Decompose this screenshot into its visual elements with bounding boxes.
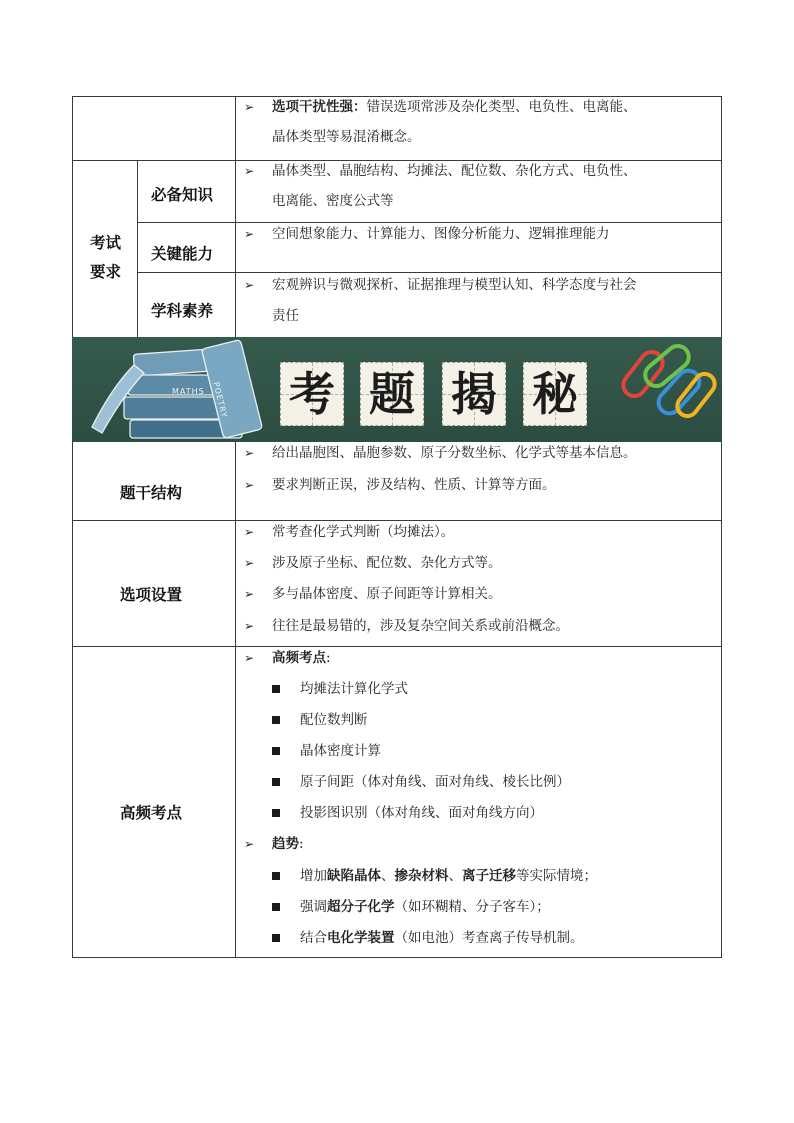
trend-colon: :	[299, 836, 304, 852]
square-bullet-icon	[272, 685, 280, 693]
bullet-arrow-icon: ➢	[244, 587, 255, 601]
option-setting-item: 往往是最易错的，涉及复杂空间关系或前沿概念。	[272, 618, 569, 634]
square-bullet-icon	[272, 809, 280, 817]
high-frequency-point: 配位数判断	[300, 712, 368, 728]
square-bullet-icon	[272, 716, 280, 724]
paperclips-illustration	[612, 337, 722, 442]
banner-char: 秘	[532, 367, 578, 421]
stem-structure-item: 给出晶胞图、晶胞参数、原子分数坐标、化学式等基本信息。	[272, 445, 637, 461]
trend-text: （如电池）考查离子传导机制。	[394, 930, 584, 946]
banner-char: 揭	[451, 367, 497, 421]
bullet-arrow-icon: ➢	[244, 556, 255, 570]
essential-knowledge-line2: 电离能、密度公式等	[272, 193, 394, 209]
trend-text: 结合	[300, 930, 327, 946]
banner-tile	[442, 362, 506, 426]
table-border	[72, 520, 722, 521]
subject-literacy-line2: 责任	[272, 308, 299, 324]
bullet-arrow-icon: ➢	[244, 837, 255, 851]
trend-text: 增加	[300, 868, 327, 884]
bullet-arrow-icon: ➢	[244, 525, 255, 539]
option-interference-text: 错误选项常涉及杂化类型、电负性、电离能、	[366, 99, 637, 115]
trend-item	[300, 898, 550, 916]
square-bullet-icon	[272, 934, 280, 942]
trend-keyword: 离子迁移	[462, 868, 516, 884]
bullet-arrow-icon: ➢	[244, 446, 255, 460]
table-border	[72, 160, 722, 161]
trend-text: （如环糊精、分子客车）；	[394, 899, 550, 915]
bullet-arrow-icon: ➢	[244, 619, 255, 633]
table-border	[137, 272, 722, 273]
stem-structure-item: 要求判断正误，涉及结构、性质、计算等方面。	[272, 477, 556, 493]
poetry-label: POETRY	[211, 381, 229, 420]
exam-requirements-label: 考试	[90, 234, 122, 252]
high-frequency-points-heading	[272, 649, 331, 667]
trend-keyword: 超分子化学	[327, 899, 395, 915]
trend-item	[300, 867, 597, 885]
option-setting-item: 常考查化学式判断（均摊法）。	[272, 524, 455, 540]
high-frequency-point: 原子间距（体对角线、面对角线、棱长比例）	[300, 774, 570, 790]
banner-tile	[280, 362, 344, 426]
high-frequency-point: 晶体密度计算	[300, 743, 381, 759]
option-interference-line1	[272, 98, 637, 116]
high-frequency-title: 高频考点	[120, 804, 183, 822]
stem-structure-title: 题干结构	[120, 484, 183, 502]
trend-keyword: 缺陷晶体	[327, 868, 381, 884]
subject-literacy-line1: 宏观辨识与微观探析、证据推理与模型认知、科学态度与社会	[272, 277, 637, 293]
maths-label: MATHS	[172, 387, 205, 396]
points-label: 高频考点	[272, 650, 326, 666]
row-title-subject-literacy: 学科素养	[151, 302, 214, 320]
option-setting-item: 涉及原子坐标、配位数、杂化方式等。	[272, 555, 502, 571]
trend-label: 趋势	[272, 836, 299, 852]
option-setting-item: 多与晶体密度、原子间距等计算相关。	[272, 586, 502, 602]
option-setting-title: 选项设置	[120, 586, 183, 604]
table-border	[72, 646, 722, 647]
bullet-arrow-icon: ➢	[244, 651, 255, 665]
high-frequency-point: 均摊法计算化学式	[300, 681, 408, 697]
table-border	[721, 96, 722, 337]
trend-item	[300, 929, 584, 947]
table-border	[137, 160, 138, 337]
table-border	[72, 96, 722, 97]
trend-text: 强调	[300, 899, 327, 915]
trend-heading	[272, 835, 304, 853]
essential-knowledge-line1: 晶体类型、晶胞结构、均摊法、配位数、杂化方式、电负性、	[272, 163, 637, 179]
trend-keyword: 电化学装置	[327, 930, 395, 946]
high-frequency-point: 投影图识别（体对角线、面对角线方向）	[300, 805, 543, 821]
banner-tile	[360, 362, 424, 426]
row-title-essential-knowledge: 必备知识	[151, 186, 214, 204]
banner-char: 题	[369, 367, 415, 421]
bullet-arrow-icon: ➢	[244, 278, 255, 292]
table-border	[72, 96, 73, 337]
square-bullet-icon	[272, 903, 280, 911]
trend-keyword: 掺杂材料	[394, 868, 449, 884]
bullet-arrow-icon: ➢	[244, 227, 255, 241]
trend-text: 、	[381, 868, 395, 884]
banner-tile	[523, 362, 587, 426]
banner-char: 考	[289, 367, 335, 421]
trend-text: 等实际情境；	[516, 868, 597, 884]
table-border	[72, 957, 722, 958]
key-ability-line1: 空间想象能力、计算能力、图像分析能力、逻辑推理能力	[272, 226, 610, 242]
option-interference-label: 选项干扰性强：	[272, 99, 367, 115]
bullet-arrow-icon: ➢	[244, 478, 255, 492]
option-interference-line2: 晶体类型等易混淆概念。	[272, 129, 421, 145]
square-bullet-icon	[272, 778, 280, 786]
table-border	[235, 96, 236, 337]
row-title-key-ability: 关键能力	[151, 245, 214, 263]
square-bullet-icon	[272, 872, 280, 880]
bullet-arrow-icon: ➢	[244, 164, 255, 178]
exam-reveal-banner	[72, 337, 722, 442]
exam-requirements-label: 要求	[90, 263, 122, 281]
points-colon: :	[326, 650, 331, 666]
table-border	[137, 222, 722, 223]
bullet-arrow-icon: ➢	[244, 100, 255, 114]
square-bullet-icon	[272, 747, 280, 755]
trend-text: 、	[448, 868, 462, 884]
